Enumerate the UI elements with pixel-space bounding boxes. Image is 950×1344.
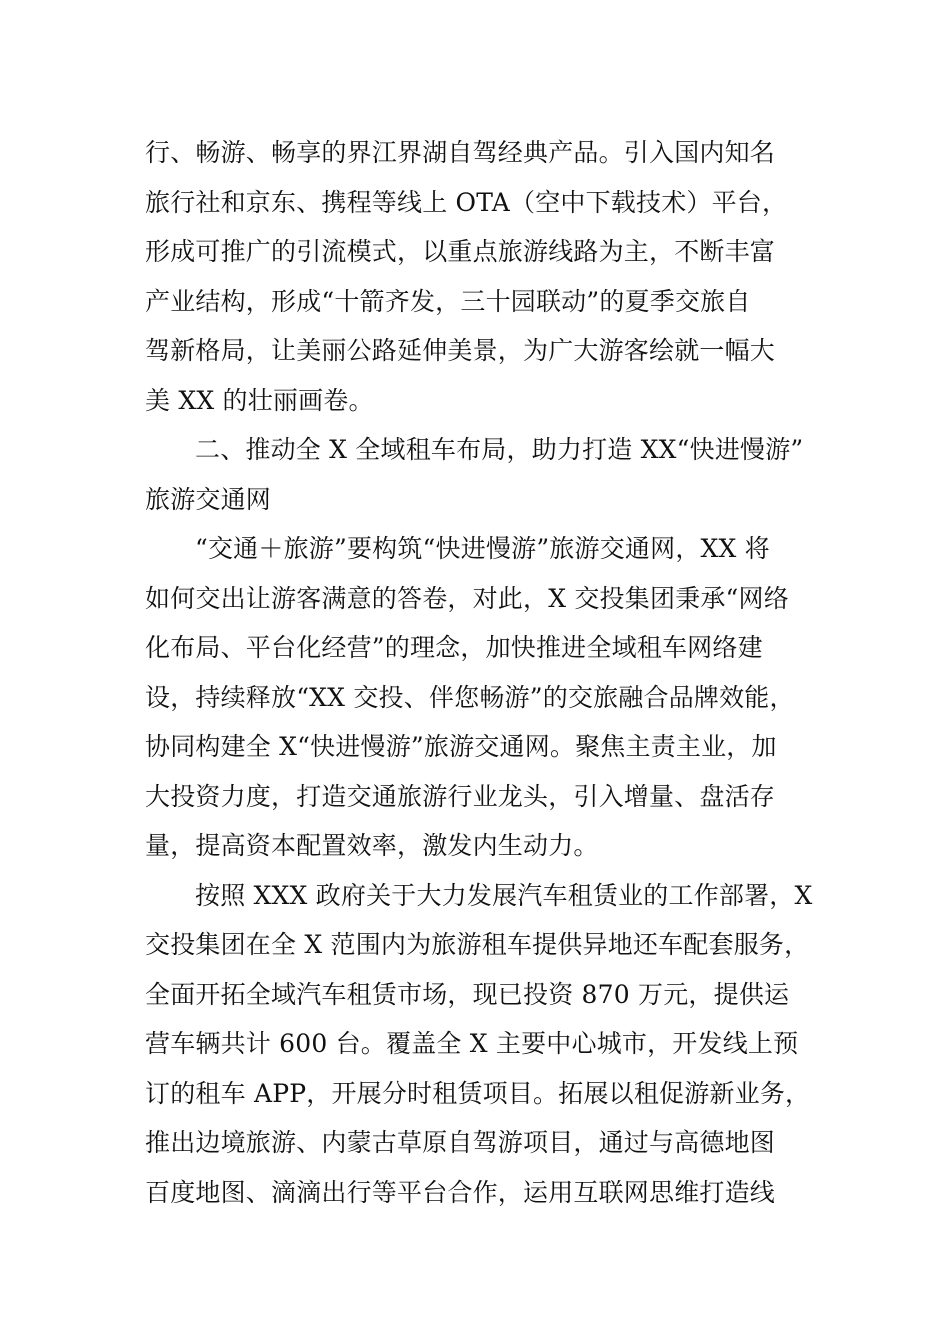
text-line: 化布局、平台化经营”的理念，加快推进全域租车网络建 xyxy=(145,633,763,662)
text-line: 营车辆共计 600 台。覆盖全 X 主要中心城市，开发线上预 xyxy=(145,1029,799,1058)
text-line: “交通＋旅游”要构筑“快进慢游”旅游交通网，XX 将 xyxy=(195,534,770,563)
paragraph-4 xyxy=(145,871,825,1218)
text-line: 交投集团在全 X 范围内为旅游租车提供异地还车配套服务， xyxy=(145,930,810,959)
text-line: 如何交出让游客满意的答卷，对此，X 交投集团秉承“网络 xyxy=(145,583,789,613)
text-line: 旅游交通网 xyxy=(145,484,272,514)
document-body xyxy=(145,128,825,1217)
text-line: 按照 XXX 政府关于大力发展汽车租赁业的工作部署，X xyxy=(195,880,813,910)
text-line: 订的租车 APP，开展分时租赁项目。拓展以租促游新业务， xyxy=(145,1078,811,1108)
text-line: 协同构建全 X“快进慢游”旅游交通网。聚焦主责主业，加 xyxy=(145,732,777,761)
text-line: 旅行社和京东、携程等线上 OTA（空中下载技术）平台， xyxy=(145,187,788,217)
section-heading-2 xyxy=(145,425,825,524)
text-line: 产业结构，形成“十箭齐发，三十园联动”的夏季交旅自 xyxy=(145,286,751,316)
text-line: 推出边境旅游、内蒙古草原自驾游项目，通过与高德地图 xyxy=(145,1128,776,1157)
text-line: 二、推动全 X 全域租车布局，助力打造 XX“快进慢游” xyxy=(195,435,804,464)
text-line: 量，提高资本配置效率，激发内生动力。 xyxy=(145,831,599,860)
text-line: 全面开拓全域汽车租赁市场，现已投资 870 万元，提供运 xyxy=(145,979,790,1009)
text-line: 百度地图、滴滴出行等平台合作，运用互联网思维打造线 xyxy=(145,1177,776,1207)
text-line: 大投资力度，打造交通旅游行业龙头，引入增量、盘活存 xyxy=(145,781,776,811)
text-line: 设，持续释放“XX 交投、伴您畅游”的交旅融合品牌效能， xyxy=(145,682,795,712)
paragraph-1 xyxy=(145,128,825,425)
text-line: 形成可推广的引流模式，以重点旅游线路为主，不断丰富 xyxy=(145,237,776,266)
text-line: 美 XX 的壮丽画卷。 xyxy=(145,385,374,415)
paragraph-3 xyxy=(145,524,825,871)
text-line: 行、畅游、畅享的界江界湖自驾经典产品。引入国内知名 xyxy=(145,138,776,167)
text-line: 驾新格局，让美丽公路延伸美景，为广大游客绘就一幅大 xyxy=(145,336,776,365)
